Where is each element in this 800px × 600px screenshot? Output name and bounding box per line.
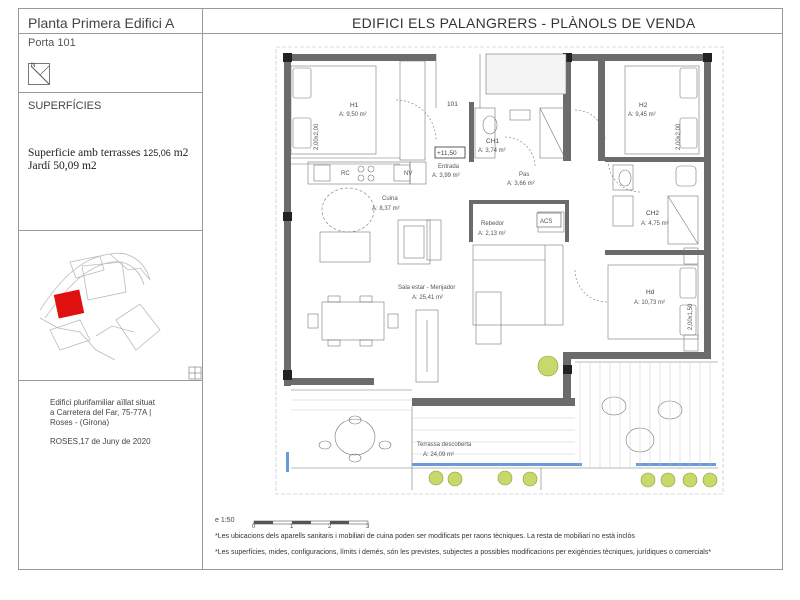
unit-number-label: 101 (447, 101, 458, 108)
north-label: N (31, 63, 36, 69)
scale-tick-1: 1 (290, 524, 294, 530)
surface-value: 125,06 (143, 148, 171, 158)
surface-label: Superficie amb terrasses (28, 147, 141, 159)
garden-surface: Jardí 50,09 m2 (28, 160, 97, 172)
washer-label: NV (404, 171, 413, 177)
bed-dim-h1: 2,00x2,00 (314, 123, 320, 150)
room-h2-area: A: 9,45 m² (628, 112, 656, 118)
room-ch1-name: CH1 (486, 138, 500, 145)
room-hd-name: Hd (646, 289, 655, 296)
room-pas-area: A: 3,66 m² (507, 181, 535, 187)
room-living-name: Sala estar - Menjador (398, 285, 456, 291)
room-cuina-area: A: 8,37 m² (372, 206, 400, 212)
room-entrada-name: Entrada (438, 164, 460, 170)
room-rebedor-name: Rebedor (481, 221, 505, 227)
room-rebedor-area: A: 2,13 m² (478, 231, 506, 237)
scale-tick-3: 3 (366, 524, 370, 530)
room-living-area: A: 25,41 m² (412, 295, 444, 301)
surface-unit: m2 (173, 147, 189, 159)
footer-note-1: *Les ubicacions dels aparells sanitaris i mobiliari de cuina poden ser modificats per raons tècniques. La resta de mobiliari no està inclòs (215, 533, 635, 540)
building-description-1: Edifici plurifamiliar aïllat situat (50, 398, 155, 407)
footer-note-2: *Les superfícies, mides, configuracions, límits i demés, són les previstes, subjectes a possibles modificacions per exigències tècniques, jurídiques o comercials* (215, 549, 712, 556)
room-terrace-name: Terrassa descoberta (417, 442, 472, 448)
room-ch1-area: A: 3,74 m² (478, 148, 506, 154)
scale-tick-0: 0 (252, 524, 256, 530)
scale-tick-2: 2 (328, 524, 332, 530)
boiler-label: ACS (540, 219, 553, 225)
main-title: EDIFICI ELS PALANGRERS - PLÀNOLS DE VENDA (352, 15, 696, 31)
room-terrace-area: A: 24,09 m² (423, 452, 455, 458)
room-h1-name: H1 (350, 102, 359, 109)
room-h2-name: H2 (639, 102, 648, 109)
room-pas-name: Pas (519, 172, 530, 178)
room-ch2-area: A: 4,75 m² (641, 221, 669, 227)
room-entrada-area: A: 3,99 m² (432, 173, 460, 179)
sheet-title: Planta Primera Edifici A (28, 15, 175, 31)
room-hd-area: A: 10,73 m² (634, 300, 666, 306)
bed-dim-h2: 2,00x2,00 (676, 123, 682, 150)
sheet-date: ROSES,17 de Juny de 2020 (50, 437, 151, 446)
room-ch2-name: CH2 (646, 210, 660, 217)
room-h1-area: A: 9,50 m² (339, 112, 367, 118)
building-description-2: a Carretera del Far, 75-77A | (50, 408, 152, 417)
door-number: Porta 101 (28, 37, 76, 49)
level-mark-label: +11,50 (437, 150, 457, 157)
fridge-label: RC (341, 171, 350, 177)
room-cuina-name: Cuina (382, 196, 398, 202)
building-description-3: Roses - (Girona) (50, 418, 110, 427)
bed-dim-hd: 2,00x1,50 (688, 303, 694, 330)
scale-label: e 1:50 (215, 517, 235, 524)
surfaces-heading: SUPERFÍCIES (28, 100, 102, 112)
